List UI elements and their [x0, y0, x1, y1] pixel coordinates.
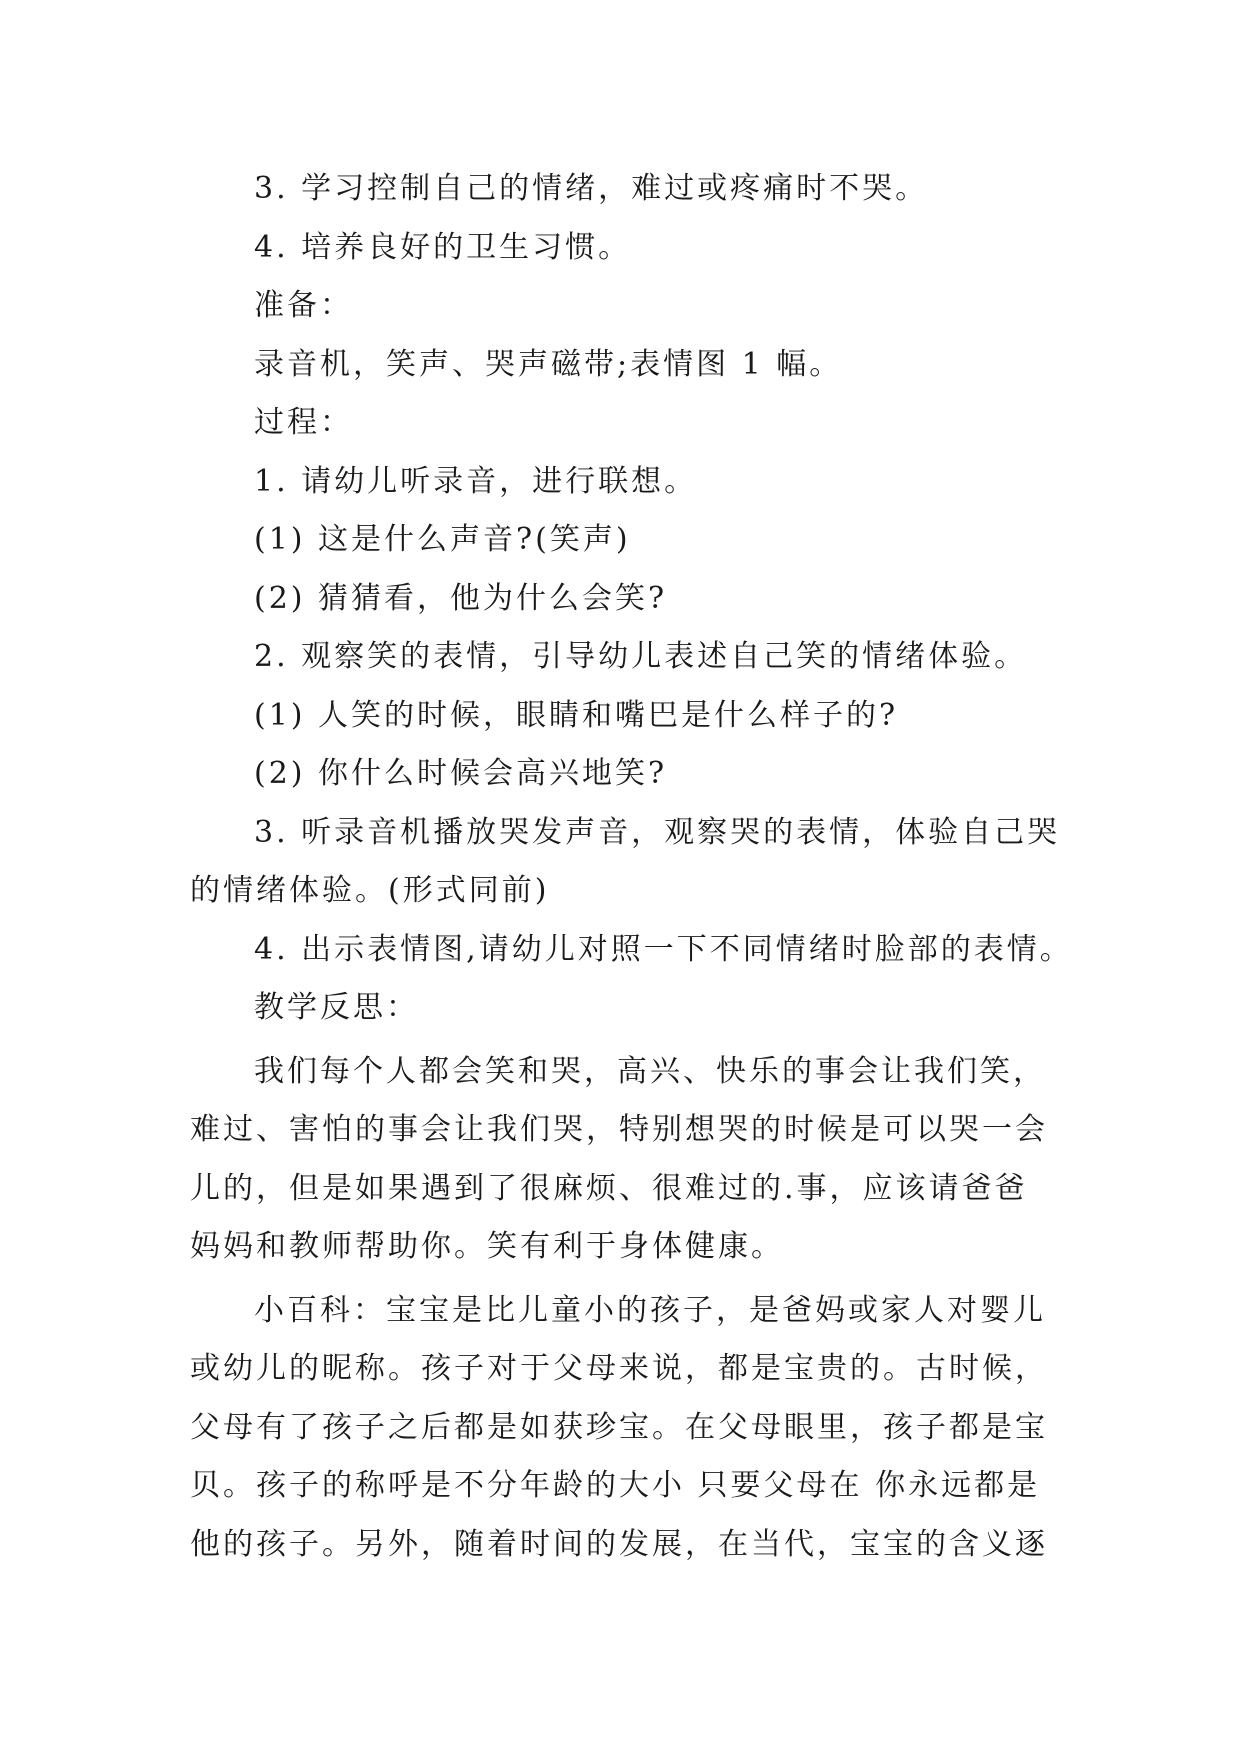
- encyclopedia-line-2: 或幼儿的昵称。孩子对于父母来说，都是宝贵的。古时候，: [190, 1351, 1048, 1386]
- reflection-line-3: 儿的，但是如果遇到了很麻烦、很难过的.事，应该请爸爸: [190, 1170, 1028, 1206]
- process-step-4: 4. 出示表情图,请幼儿对照一下不同情绪时脸部的表情。: [254, 931, 1073, 967]
- objective-3: 3. 学习控制自己的情绪，难过或疼痛时不哭。: [254, 171, 929, 206]
- section-heading-process: 过程：: [254, 405, 353, 440]
- process-step-1-sub-1: (1) 这是什么声音?(笑声): [254, 522, 631, 557]
- document-body: [190, 160, 1073, 1574]
- process-step-2: 2. 观察笑的表情，引导幼儿表述自己笑的情绪体验。: [254, 639, 1028, 674]
- encyclopedia-line-4: 贝。孩子的称呼是不分年龄的大小 只要父母在 你永远都是: [190, 1468, 1041, 1503]
- process-step-2-sub-2: (2) 你什么时候会高兴地笑?: [254, 756, 668, 791]
- objective-4: 4. 培养良好的卫生习惯。: [254, 229, 632, 265]
- encyclopedia-line-1: 小百科：宝宝是比儿童小的孩子，是爸妈或家人对婴儿: [254, 1292, 1046, 1328]
- section-heading-reflection: 教学反思：: [254, 990, 419, 1025]
- section-heading-preparation: 准备：: [254, 288, 353, 323]
- encyclopedia-line-5: 他的孩子。另外，随着时间的发展，在当代，宝宝的含义逐: [190, 1526, 1048, 1562]
- process-step-1-sub-2: (2) 猜猜看，他为什么会笑?: [254, 580, 668, 616]
- reflection-line-4: 妈妈和教师帮助你。笑有利于身体健康。: [190, 1229, 784, 1264]
- reflection-line-1: 我们每个人都会笑和哭，高兴、快乐的事会让我们笑，: [254, 1053, 1046, 1089]
- preparation-text: 录音机，笑声、哭声磁带;表情图 1 幅。: [254, 346, 843, 382]
- process-step-1: 1. 请幼儿听录音，进行联想。: [254, 463, 698, 499]
- process-step-2-sub-1: (1) 人笑的时候，眼睛和嘴巴是什么样子的?: [254, 697, 899, 733]
- process-step-3-continued: 的情绪体验。(形式同前): [190, 873, 550, 908]
- reflection-line-2: 难过、害怕的事会让我们哭，特别想哭的时候是可以哭一会: [190, 1112, 1048, 1147]
- encyclopedia-line-3: 父母有了孩子之后都是如获珍宝。在父母眼里，孩子都是宝: [190, 1409, 1048, 1445]
- process-step-3: 3. 听录音机播放哭发声音，观察哭的表情，体验自己哭: [254, 814, 1061, 850]
